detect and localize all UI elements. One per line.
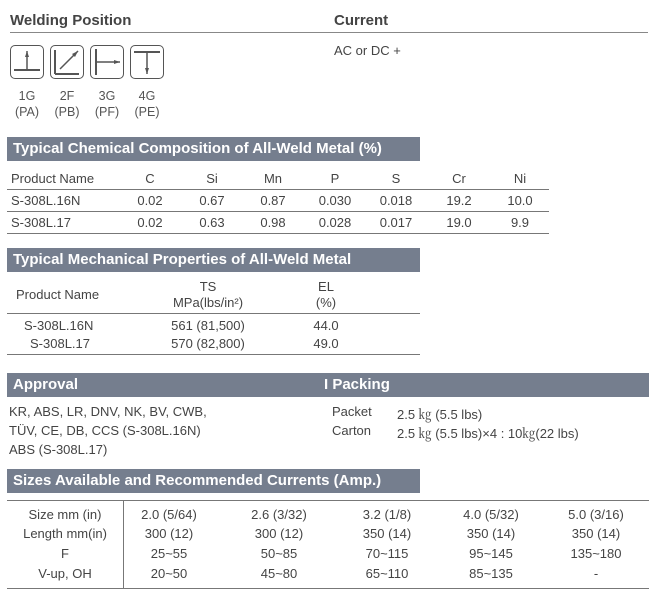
chem-header-ni: Ni xyxy=(513,171,527,186)
chem-header-cr: Cr xyxy=(452,171,466,186)
position-label-3: 3G (PF) xyxy=(94,89,120,119)
mech-header-product: Product Name xyxy=(16,287,100,302)
packing-value-carton: 2.5 ㎏ (5.5 lbs)×4 : 10㎏(22 lbs) xyxy=(397,426,579,441)
packing-label-carton: Carton xyxy=(332,423,372,438)
chem-header-p: P xyxy=(330,171,340,186)
sizes-top-rule xyxy=(7,500,649,501)
chem-header-si: Si xyxy=(206,171,218,186)
flat-position-icon xyxy=(10,45,44,79)
chem-row-rule xyxy=(7,211,549,212)
mech-bottom-rule xyxy=(7,354,420,355)
mech-header-ts: TS xyxy=(199,279,217,294)
horizontal-fillet-icon xyxy=(50,45,84,79)
packing-title: I Packing xyxy=(324,376,390,393)
welding-position-title: Welding Position xyxy=(10,12,132,29)
position-label-2: 2F (PB) xyxy=(54,89,80,119)
mechanical-section-header: Typical Mechanical Properties of All-Weld Metal xyxy=(7,248,420,272)
packing-label-packet: Packet xyxy=(332,404,372,419)
approval-title: Approval xyxy=(13,376,79,393)
chem-header-product: Product Name xyxy=(11,171,95,186)
packing-value-packet: 2.5 ㎏ (5.5 lbs) xyxy=(397,407,483,422)
current-value: AC or DC + xyxy=(334,43,401,58)
mech-header-el-unit: (%) xyxy=(315,295,337,310)
position-label-4: 4G (PE) xyxy=(134,89,160,119)
chem-header-s: S xyxy=(391,171,401,186)
chem-header-mn: Mn xyxy=(263,171,283,186)
sizes-bottom-rule xyxy=(7,588,649,589)
chem-bottom-rule xyxy=(7,233,549,234)
chem-header-rule xyxy=(7,189,549,190)
current-title: Current xyxy=(334,12,389,29)
approval-packing-header xyxy=(7,373,649,397)
header-divider xyxy=(10,32,648,33)
approval-line-2: TÜV, CE, DB, CCS (S-308L.16N) xyxy=(9,423,201,438)
approval-line-3: ABS (S-308L.17) xyxy=(9,442,108,457)
mech-header-el: EL xyxy=(318,279,334,294)
sizes-section-header: Sizes Available and Recommended Currents (Amp.) xyxy=(7,469,420,493)
position-label-1: 1G (PA) xyxy=(14,89,40,119)
mech-header-rule xyxy=(7,313,420,314)
approval-line-1: KR, ABS, LR, DNV, NK, BV, CWB, xyxy=(9,404,207,419)
chemical-section-header: Typical Chemical Composition of All-Weld Metal (%) xyxy=(7,137,420,161)
overhead-position-icon xyxy=(130,45,164,79)
mech-header-ts-unit: MPa(lbs/in²) xyxy=(172,295,244,310)
vertical-up-icon xyxy=(90,45,124,79)
chem-header-c: C xyxy=(145,171,155,186)
